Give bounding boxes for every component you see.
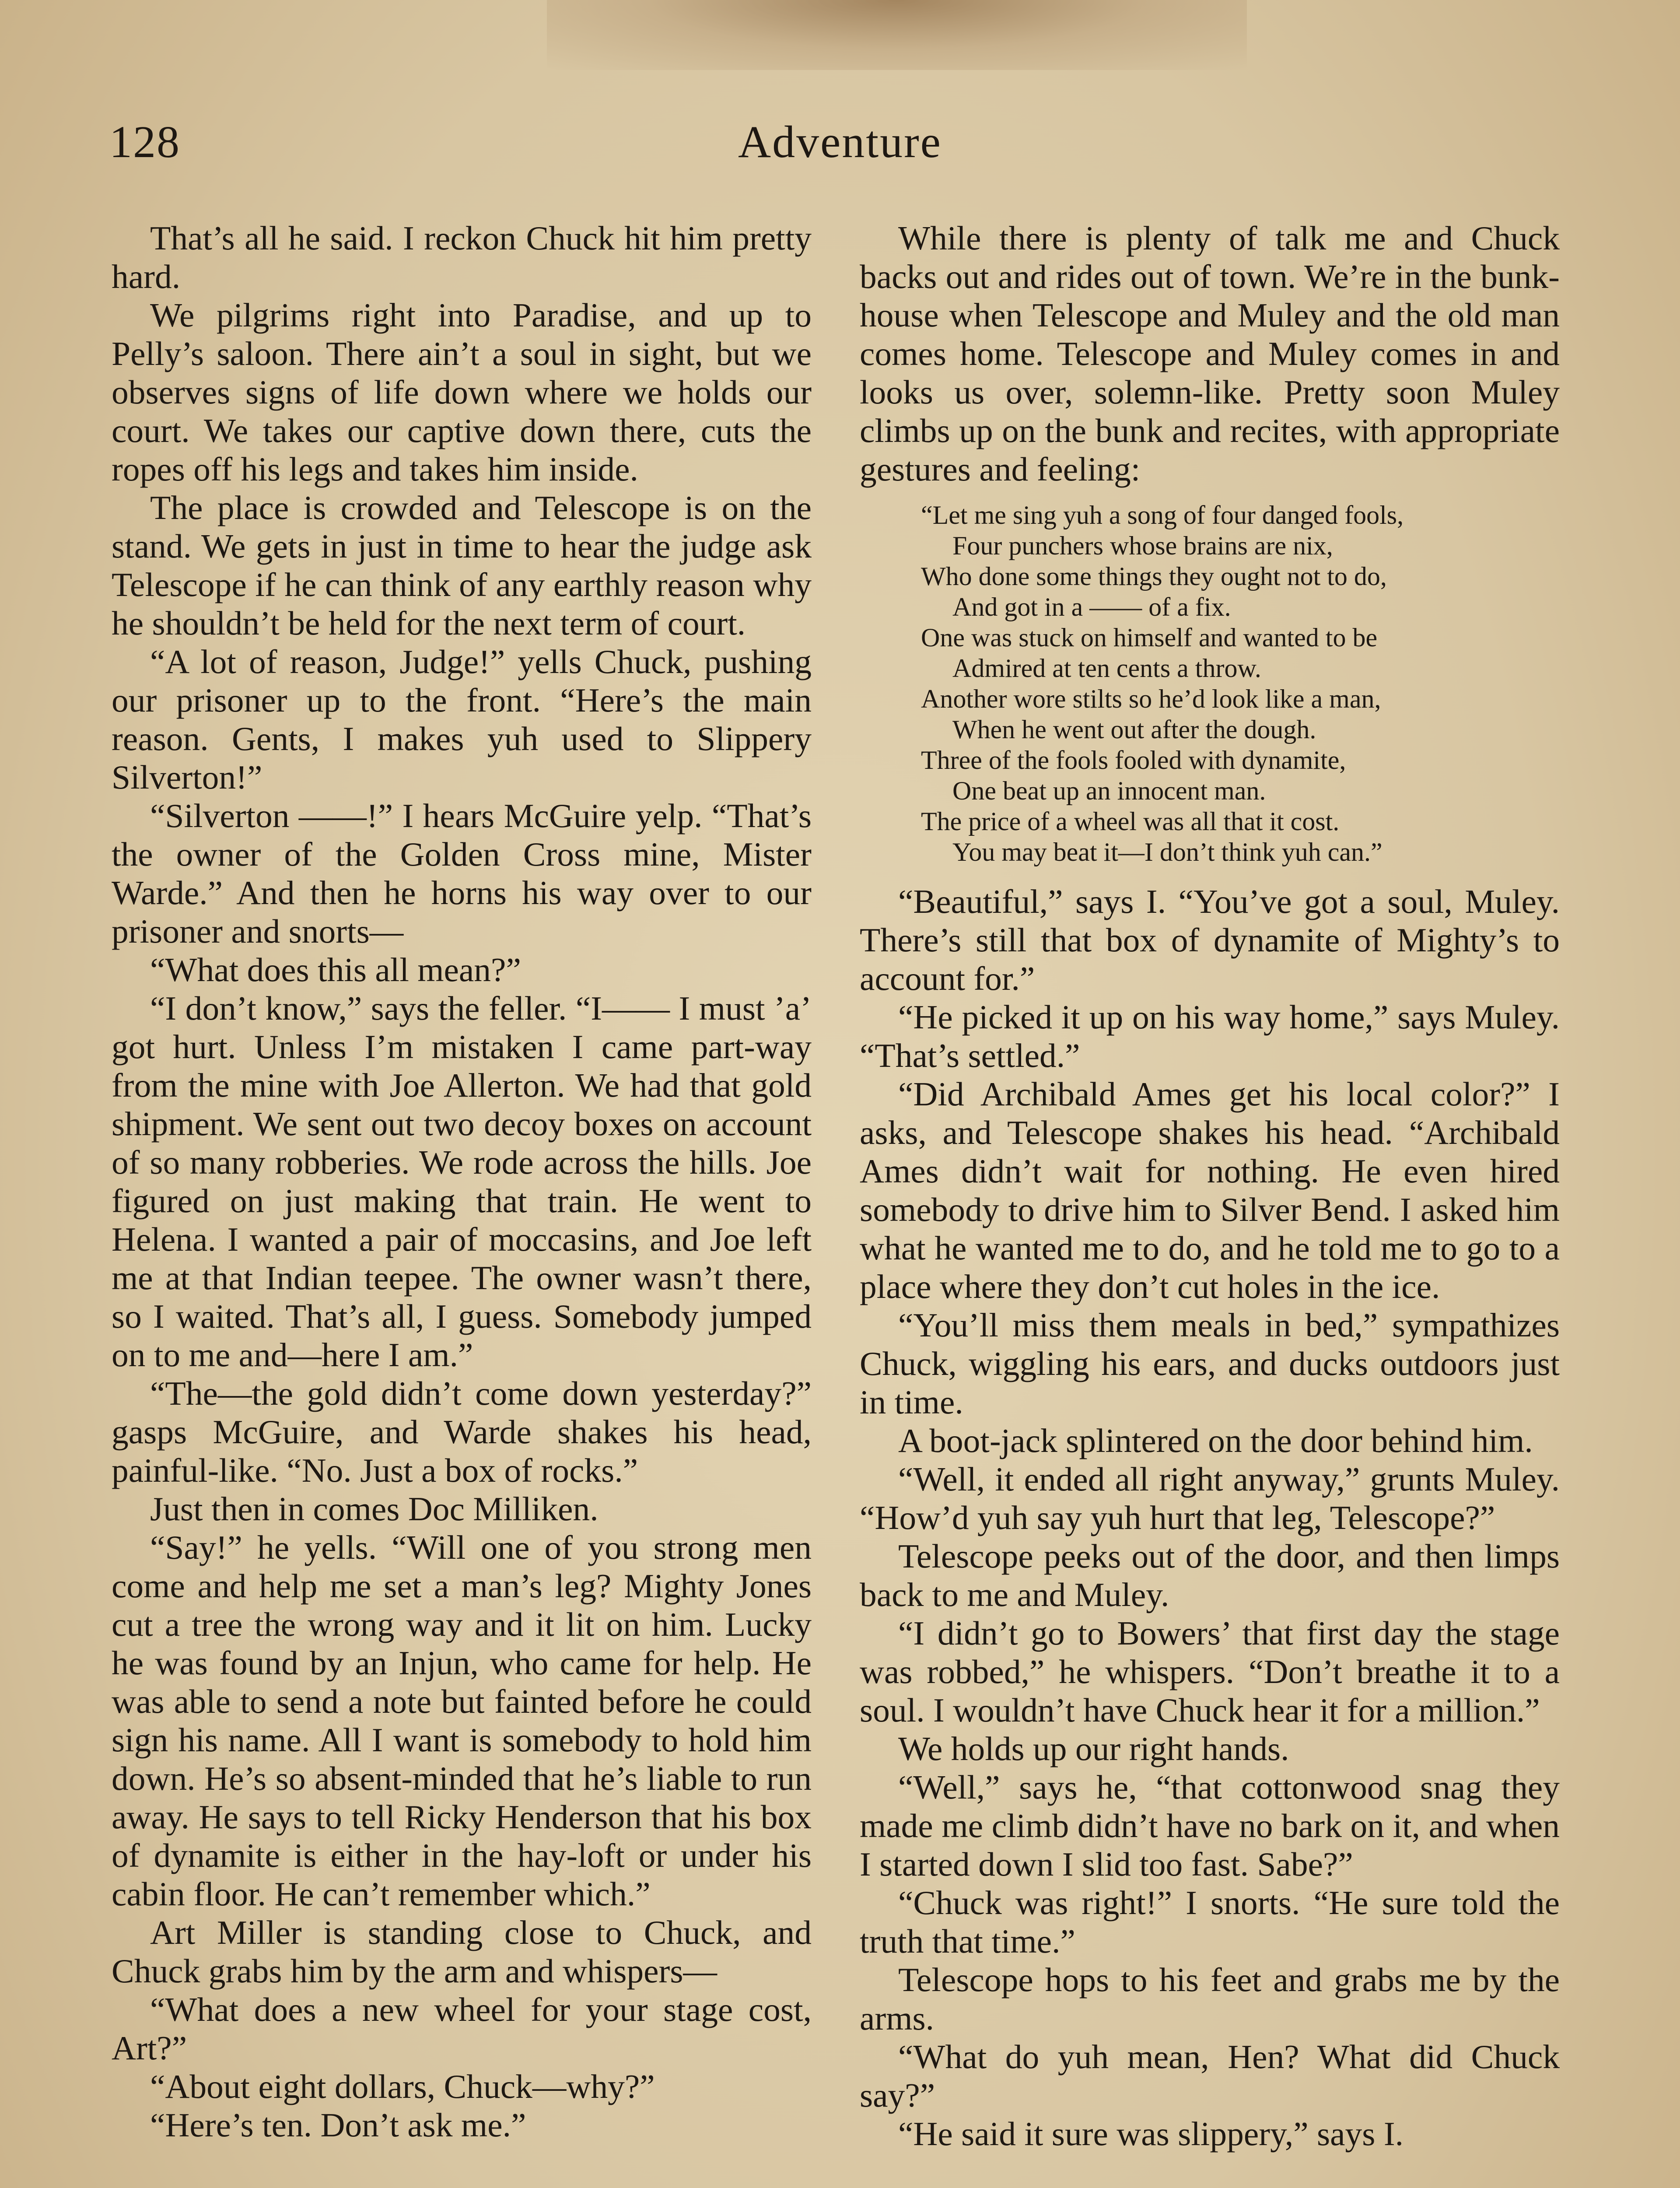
poem-line: You may beat it—I don’t think yuh can.” xyxy=(952,838,1382,866)
paragraph: While there is plenty of talk me and Chuck backs out and rides out of town. We’re in the bunk-house when Telescope and Muley and the old man comes home. Telescope and Muley comes in and looks us over, solemn-like. Pretty soon Muley climbs up on the bunk and recites, with appropriate gestures and feeling: xyxy=(860,219,1560,488)
poem-line: Three of the fools fooled with dynamite, xyxy=(921,746,1346,775)
poem-line: One beat up an innocent man. xyxy=(952,776,1266,805)
paragraph: “I don’t know,” says the feller. “I—— I must ’a’ got hurt. Unless I’m mistaken I came part-way from the mine with Joe Allerton. We had that gold shipment. We sent out two decoy boxes on account of so many robberies. We rode across the hills. Joe figured on just making that train. He went to Helena. I wanted a pair of moccasins, and Joe left me at that Indian teepee. The owner wasn’t there, so I waited. That’s all, I guess. Somebody jumped on to me and—here I am.” xyxy=(112,989,812,1374)
paragraph: Telescope hops to his feet and grabs me by the arms. xyxy=(860,1961,1560,2037)
page-number: 128 xyxy=(109,117,180,167)
paragraph: “He said it sure was slippery,” says I. xyxy=(898,2115,1404,2153)
paragraph: “Well,” says he, “that cottonwood snag they made me climb didn’t have no bark on it, and when I started down I slid too fast. Sabe?” xyxy=(860,1768,1560,1883)
page-header xyxy=(109,116,1571,182)
paragraph: “You’ll miss them meals in bed,” sympathizes Chuck, wiggling his ears, and ducks outdoors just in time. xyxy=(860,1306,1560,1421)
poem-line: Admired at ten cents a throw. xyxy=(952,654,1261,683)
poem-line: One was stuck on himself and wanted to be xyxy=(921,623,1378,652)
paragraph: “Well, it ended all right anyway,” grunts Muley. “How’d yuh say yuh hurt that leg, Telescope?” xyxy=(860,1460,1560,1536)
paragraph: “Silverton ——!” I hears McGuire yelp. “That’s the owner of the Golden Cross mine, Mister Warde.” And then he horns his way over to our prisoner and snorts— xyxy=(112,797,812,950)
paragraph: Art Miller is standing close to Chuck, and Chuck grabs him by the arm and whispers— xyxy=(112,1914,812,1990)
paragraph: “A lot of reason, Judge!” yells Chuck, pushing our prisoner up to the front. “Here’s the main reason. Gents, I makes yuh used to Slippery Silverton!” xyxy=(112,643,812,796)
paragraph: “What does a new wheel for your stage cost, Art?” xyxy=(112,1991,812,2067)
poem-line: “Let me sing yuh a song of four danged fools, xyxy=(921,501,1404,529)
poem-line: When he went out after the dough. xyxy=(952,715,1316,744)
paragraph: “What do yuh mean, Hen? What did Chuck say?” xyxy=(860,2038,1560,2114)
paragraph: We holds up our right hands. xyxy=(898,1730,1289,1767)
paragraph: “Beautiful,” says I. “You’ve got a soul, Muley. There’s still that box of dynamite of Mighty’s to account for.” xyxy=(860,883,1560,997)
right-column xyxy=(860,219,1560,2153)
paragraph: A boot-jack splintered on the door behind him. xyxy=(898,1422,1533,1459)
poem-line: The price of a wheel was all that it cost. xyxy=(921,807,1340,836)
paragraph: The place is crowded and Telescope is on the stand. We gets in just in time to hear the judge ask Telescope if he can think of any earthly reason why he shouldn’t be held for the next term of court. xyxy=(112,489,812,642)
paragraph: “The—the gold didn’t come down yesterday?” gasps McGuire, and Warde shakes his head, painful-like. “No. Just a box of rocks.” xyxy=(112,1375,812,1489)
paragraph: “He picked it up on his way home,” says Muley. “That’s settled.” xyxy=(860,998,1560,1074)
paragraph: “Chuck was right!” I snorts. “He sure told the truth that time.” xyxy=(860,1884,1560,1960)
running-head: Adventure xyxy=(738,117,942,167)
paragraph: “Here’s ten. Don’t ask me.” xyxy=(150,2106,526,2144)
poem-line: Another wore stilts so he’d look like a man, xyxy=(921,684,1381,713)
left-column xyxy=(112,219,812,2144)
page-stain xyxy=(547,0,1247,70)
paragraph: We pilgrims right into Paradise, and up to Pelly’s saloon. There ain’t a soul in sight, but we observes signs of life down where we holds our court. We takes our captive down there, cuts the ropes off his legs and takes him inside. xyxy=(112,296,812,488)
paragraph: “I didn’t go to Bowers’ that first day the stage was robbed,” he whispers. “Don’t breathe it to a soul. I wouldn’t have Chuck hear it for a million.” xyxy=(860,1614,1560,1729)
paragraph: “What does this all mean?” xyxy=(150,951,521,989)
poem xyxy=(860,500,1560,867)
poem-line: And got in a —— of a fix. xyxy=(952,593,1231,621)
paragraph: Just then in comes Doc Milliken. xyxy=(150,1490,598,1528)
paragraph: That’s all he said. I reckon Chuck hit him pretty hard. xyxy=(112,219,812,295)
paragraph: “Did Archibald Ames get his local color?” I asks, and Telescope shakes his head. “Archibald Ames didn’t wait for nothing. He even hired somebody to drive him to Silver Bend. I asked him what he wanted me to do, and he told me to go to a place where they don’t cut holes in the ice. xyxy=(860,1075,1560,1305)
paragraph: “About eight dollars, Chuck—why?” xyxy=(150,2068,655,2105)
paragraph: Telescope peeks out of the door, and then limps back to me and Muley. xyxy=(860,1537,1560,1613)
paragraph: “Say!” he yells. “Will one of you strong men come and help me set a man’s leg? Mighty Jones cut a tree the wrong way and it lit on him. Lucky he was found by an Injun, who came for help. He was able to send a note but fainted before he could sign his name. All I want is somebody to hold him down. He’s so absent-minded that he’s liable to run away. He says to tell Ricky Henderson that his box of dynamite is either in the hay-loft or under his cabin floor. He can’t remember which.” xyxy=(112,1529,812,1913)
poem-line: Who done some things they ought not to do, xyxy=(921,562,1387,591)
poem-line: Four punchers whose brains are nix, xyxy=(952,531,1333,560)
